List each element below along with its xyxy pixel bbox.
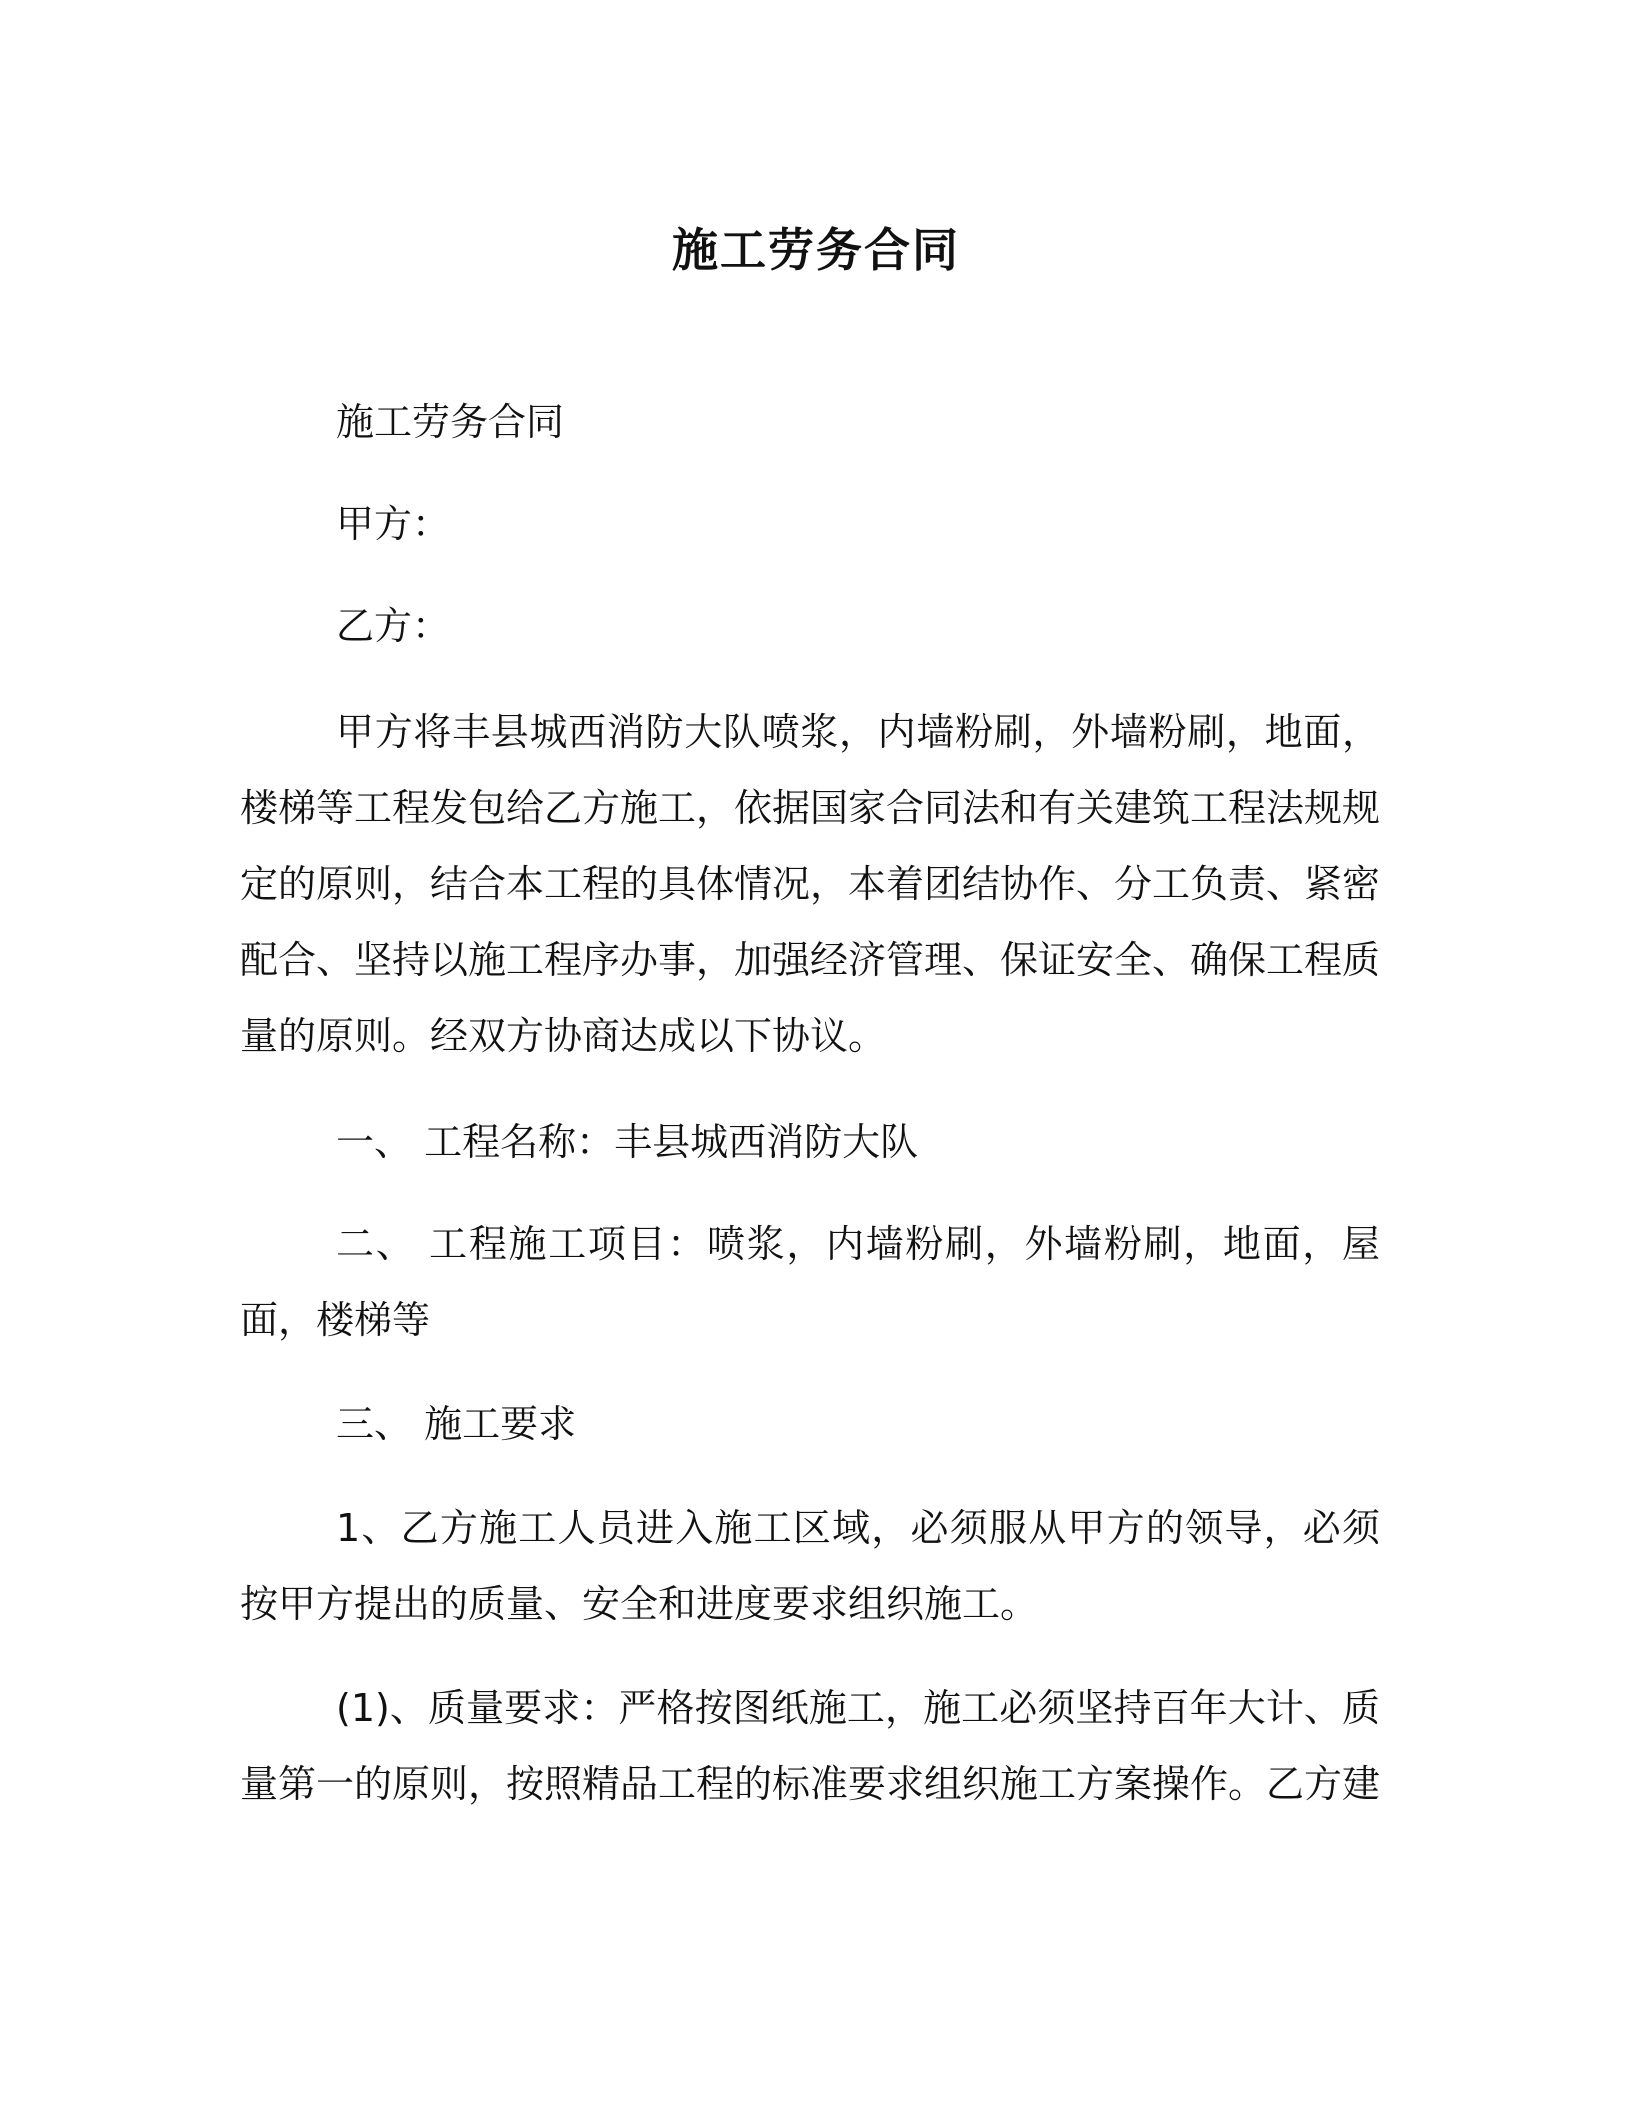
section-1-project-name: 一、 工程名称：丰县城西消防大队 [336,1120,919,1164]
party-b-label: 乙方： [336,604,451,648]
section-2-construction-items: 二、 工程施工项目：喷浆，内墙粉刷，外墙粉刷，地面，屋面，楼梯等 [240,1222,1380,1342]
item-1-1-quality-paragraph: (1)、质量要求：严格按图纸施工，施工必须坚持百年大计、质量第一的原则，按照精品工程的标准要求组织施工方案操作。乙方建 [240,1686,1381,1806]
subtitle: 施工劳务合同 [336,400,565,444]
party-a-label: 甲方： [336,502,451,546]
intro-paragraph: 甲方将丰县城西消防大队喷浆，内墙粉刷，外墙粉刷，地面，楼梯等工程发包给乙方施工，依据国家合同法和有关建筑工程法规规定的原则，结合本工程的具体情况，本着团结协作、分工负责、紧密配合、坚持以施工程序办事，加强经济管理、保证安全、确保工程质量的原则。经双方协商达成以下协议。 [240,710,1381,1058]
item-1-paragraph: 1、乙方施工人员进入施工区域，必须服从甲方的领导，必须按甲方提出的质量、安全和进度要求组织施工。 [240,1506,1380,1626]
document-title: 施工劳务合同 [672,223,960,277]
section-3-heading: 三、 施工要求 [336,1402,577,1446]
